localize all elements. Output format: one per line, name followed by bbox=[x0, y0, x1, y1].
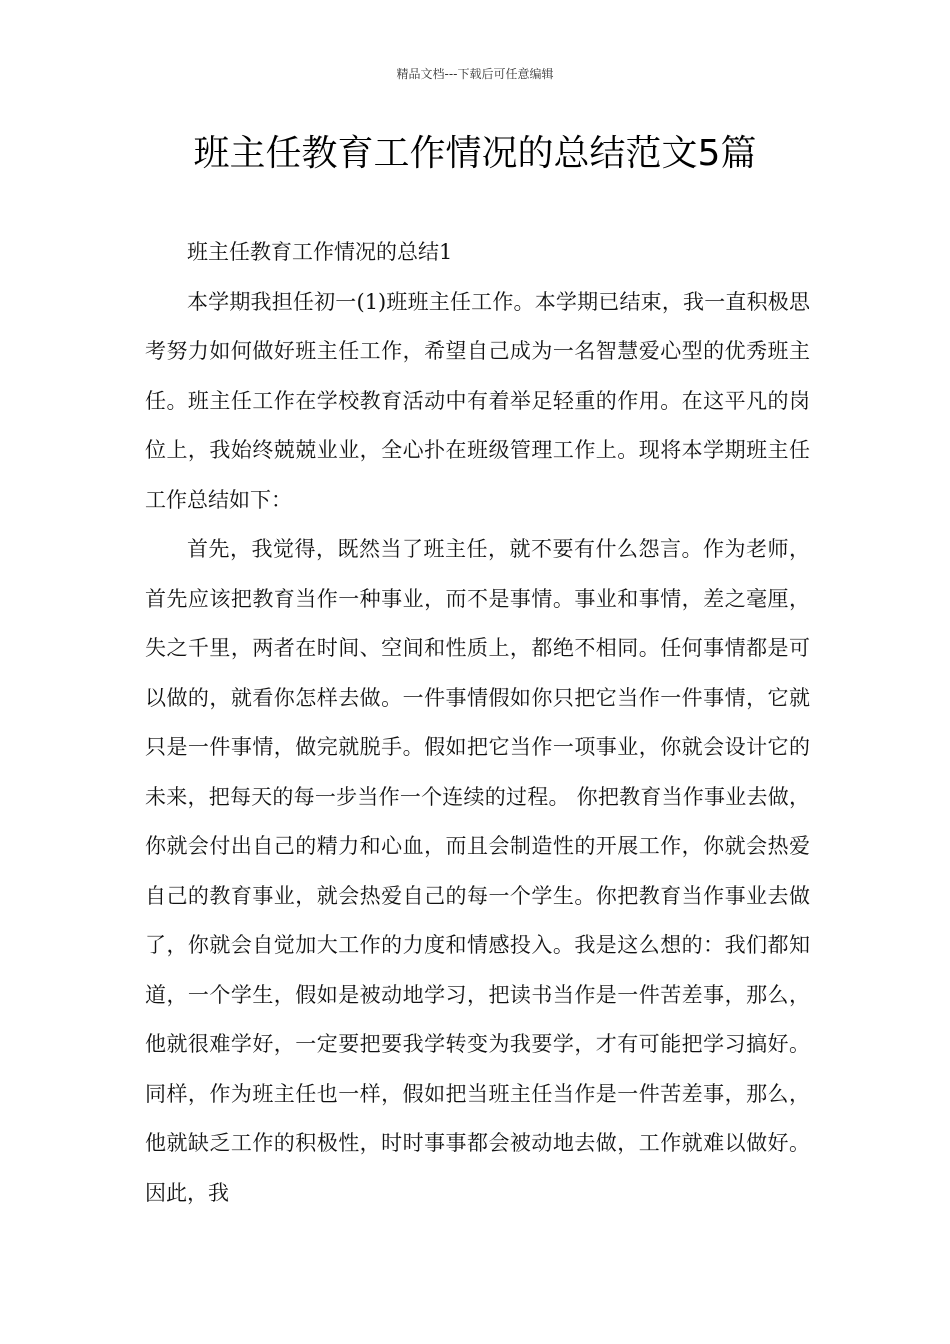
paragraph-1: 本学期我担任初一(1)班班主任工作。本学期已结束，我一直积极思考努力如何做好班主任工作，希望自己成为一名智慧爱心型的优秀班主任。班主任工作在学校教育活动中有着举足轻重的作用。在这平凡的岗位上，我始终兢兢业业，全心扑在班级管理工作上。现将本学期班主任工作总结如下： bbox=[145, 289, 810, 512]
document-body bbox=[145, 228, 810, 1218]
page-header: 精品文档---下载后可任意编辑 bbox=[396, 67, 554, 81]
section-heading: 班主任教育工作情况的总结1 bbox=[187, 240, 453, 264]
document-title: 班主任教育工作情况的总结范文5篇 bbox=[193, 133, 757, 174]
paragraph-2: 首先，我觉得，既然当了班主任，就不要有什么怨言。作为老师，首先应该把教育当作一种事业，而不是事情。事业和事情，差之毫厘，失之千里，两者在时间、空间和性质上，都绝不相同。任何事情都是可以做的，就看你怎样去做。一件事情假如你只把它当作一件事情，它就只是一件事情，做完就脱手。假如把它当作一项事业，你就会设计它的未来，把每天的每一步当作一个连续的过程。 你把教育当作事业去做，你就会付出自己的精力和心血，而且会制造性的开展工作，你就会热爱自己的教育事业，就会热爱自己的每一个学生。你把教育当作事业去做了，你就会自觉加大工作的力度和情感投入。我是这么想的：我们都知道，一个学生，假如是被动地学习，把读书当作是一件苦差事，那么，他就很难学好，一定要把要我学转变为我要学，才有可能把学习搞好。同样，作为班主任也一样，假如把当班主任当作是一件苦差事，那么，他就缺乏工作的积极性，时时事事都会被动地去做，工作就难以做好。因此，我 bbox=[145, 537, 810, 1205]
